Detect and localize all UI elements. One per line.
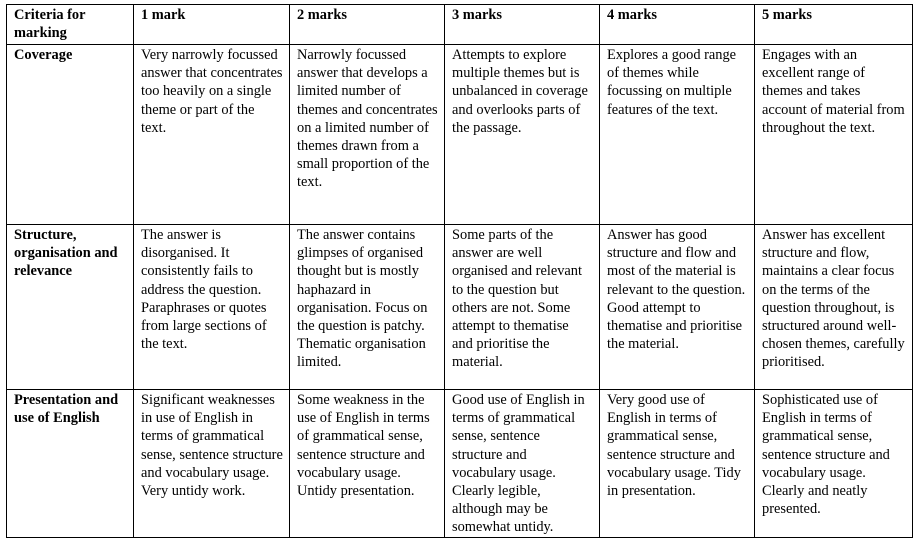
presentation-2-marks: Some weakness in the use of English in terms of grammatical sense, sentence structure and vocabulary usage. Untidy presentation. <box>290 390 445 538</box>
presentation-5-marks: Sophisticated use of English in terms of grammatical sense, sentence structure and vocabulary usage. Clearly and neatly presented. <box>755 390 913 538</box>
criterion-presentation: Presentation and use of English <box>7 390 134 538</box>
structure-4-marks: Answer has good structure and flow and most of the material is relevant to the question. Good attempt to thematise and prioritise the material. <box>600 225 755 390</box>
header-2-marks: 2 marks <box>290 5 445 45</box>
header-1-mark: 1 mark <box>134 5 290 45</box>
presentation-1-mark: Significant weaknesses in use of English in terms of grammatical sense, sentence structure and vocabulary usage. Very untidy work. <box>134 390 290 538</box>
coverage-1-mark: Very narrowly focussed answer that concentrates too heavily on a single theme or part of the text. <box>134 45 290 225</box>
header-criteria: Criteria for marking <box>7 5 134 45</box>
coverage-5-marks: Engages with an excellent range of themes and takes account of material from throughout the text. <box>755 45 913 225</box>
header-row <box>7 5 913 45</box>
presentation-4-marks: Very good use of English in terms of grammatical sense, sentence structure and vocabulary usage. Tidy in presentation. <box>600 390 755 538</box>
row-presentation <box>7 390 913 538</box>
header-3-marks: 3 marks <box>445 5 600 45</box>
row-structure <box>7 225 913 390</box>
row-coverage <box>7 45 913 225</box>
presentation-3-marks: Good use of English in terms of grammatical sense, sentence structure and vocabulary usage. Clearly legible, although may be somewhat untidy. <box>445 390 600 538</box>
structure-1-mark: The answer is disorganised. It consistently fails to address the question. Paraphrases or quotes from large sections of the text. <box>134 225 290 390</box>
header-5-marks: 5 marks <box>755 5 913 45</box>
criterion-coverage: Coverage <box>7 45 134 225</box>
coverage-2-marks: Narrowly focussed answer that develops a limited number of themes and concentrates on a limited number of themes drawn from a small proportion of the text. <box>290 45 445 225</box>
header-4-marks: 4 marks <box>600 5 755 45</box>
criterion-structure: Structure, organisation and relevance <box>7 225 134 390</box>
coverage-3-marks: Attempts to explore multiple themes but is unbalanced in coverage and overlooks parts of the passage. <box>445 45 600 225</box>
coverage-4-marks: Explores a good range of themes while focussing on multiple features of the text. <box>600 45 755 225</box>
structure-2-marks: The answer contains glimpses of organised thought but is mostly haphazard in organisation. Focus on the question is patchy. Thematic organisation limited. <box>290 225 445 390</box>
marking-rubric-table <box>6 4 913 538</box>
structure-5-marks: Answer has excellent structure and flow, maintains a clear focus on the terms of the question throughout, is structured around well-chosen themes, carefully prioritised. <box>755 225 913 390</box>
structure-3-marks: Some parts of the answer are well organised and relevant to the question but others are not. Some attempt to thematise and prioritise the material. <box>445 225 600 390</box>
